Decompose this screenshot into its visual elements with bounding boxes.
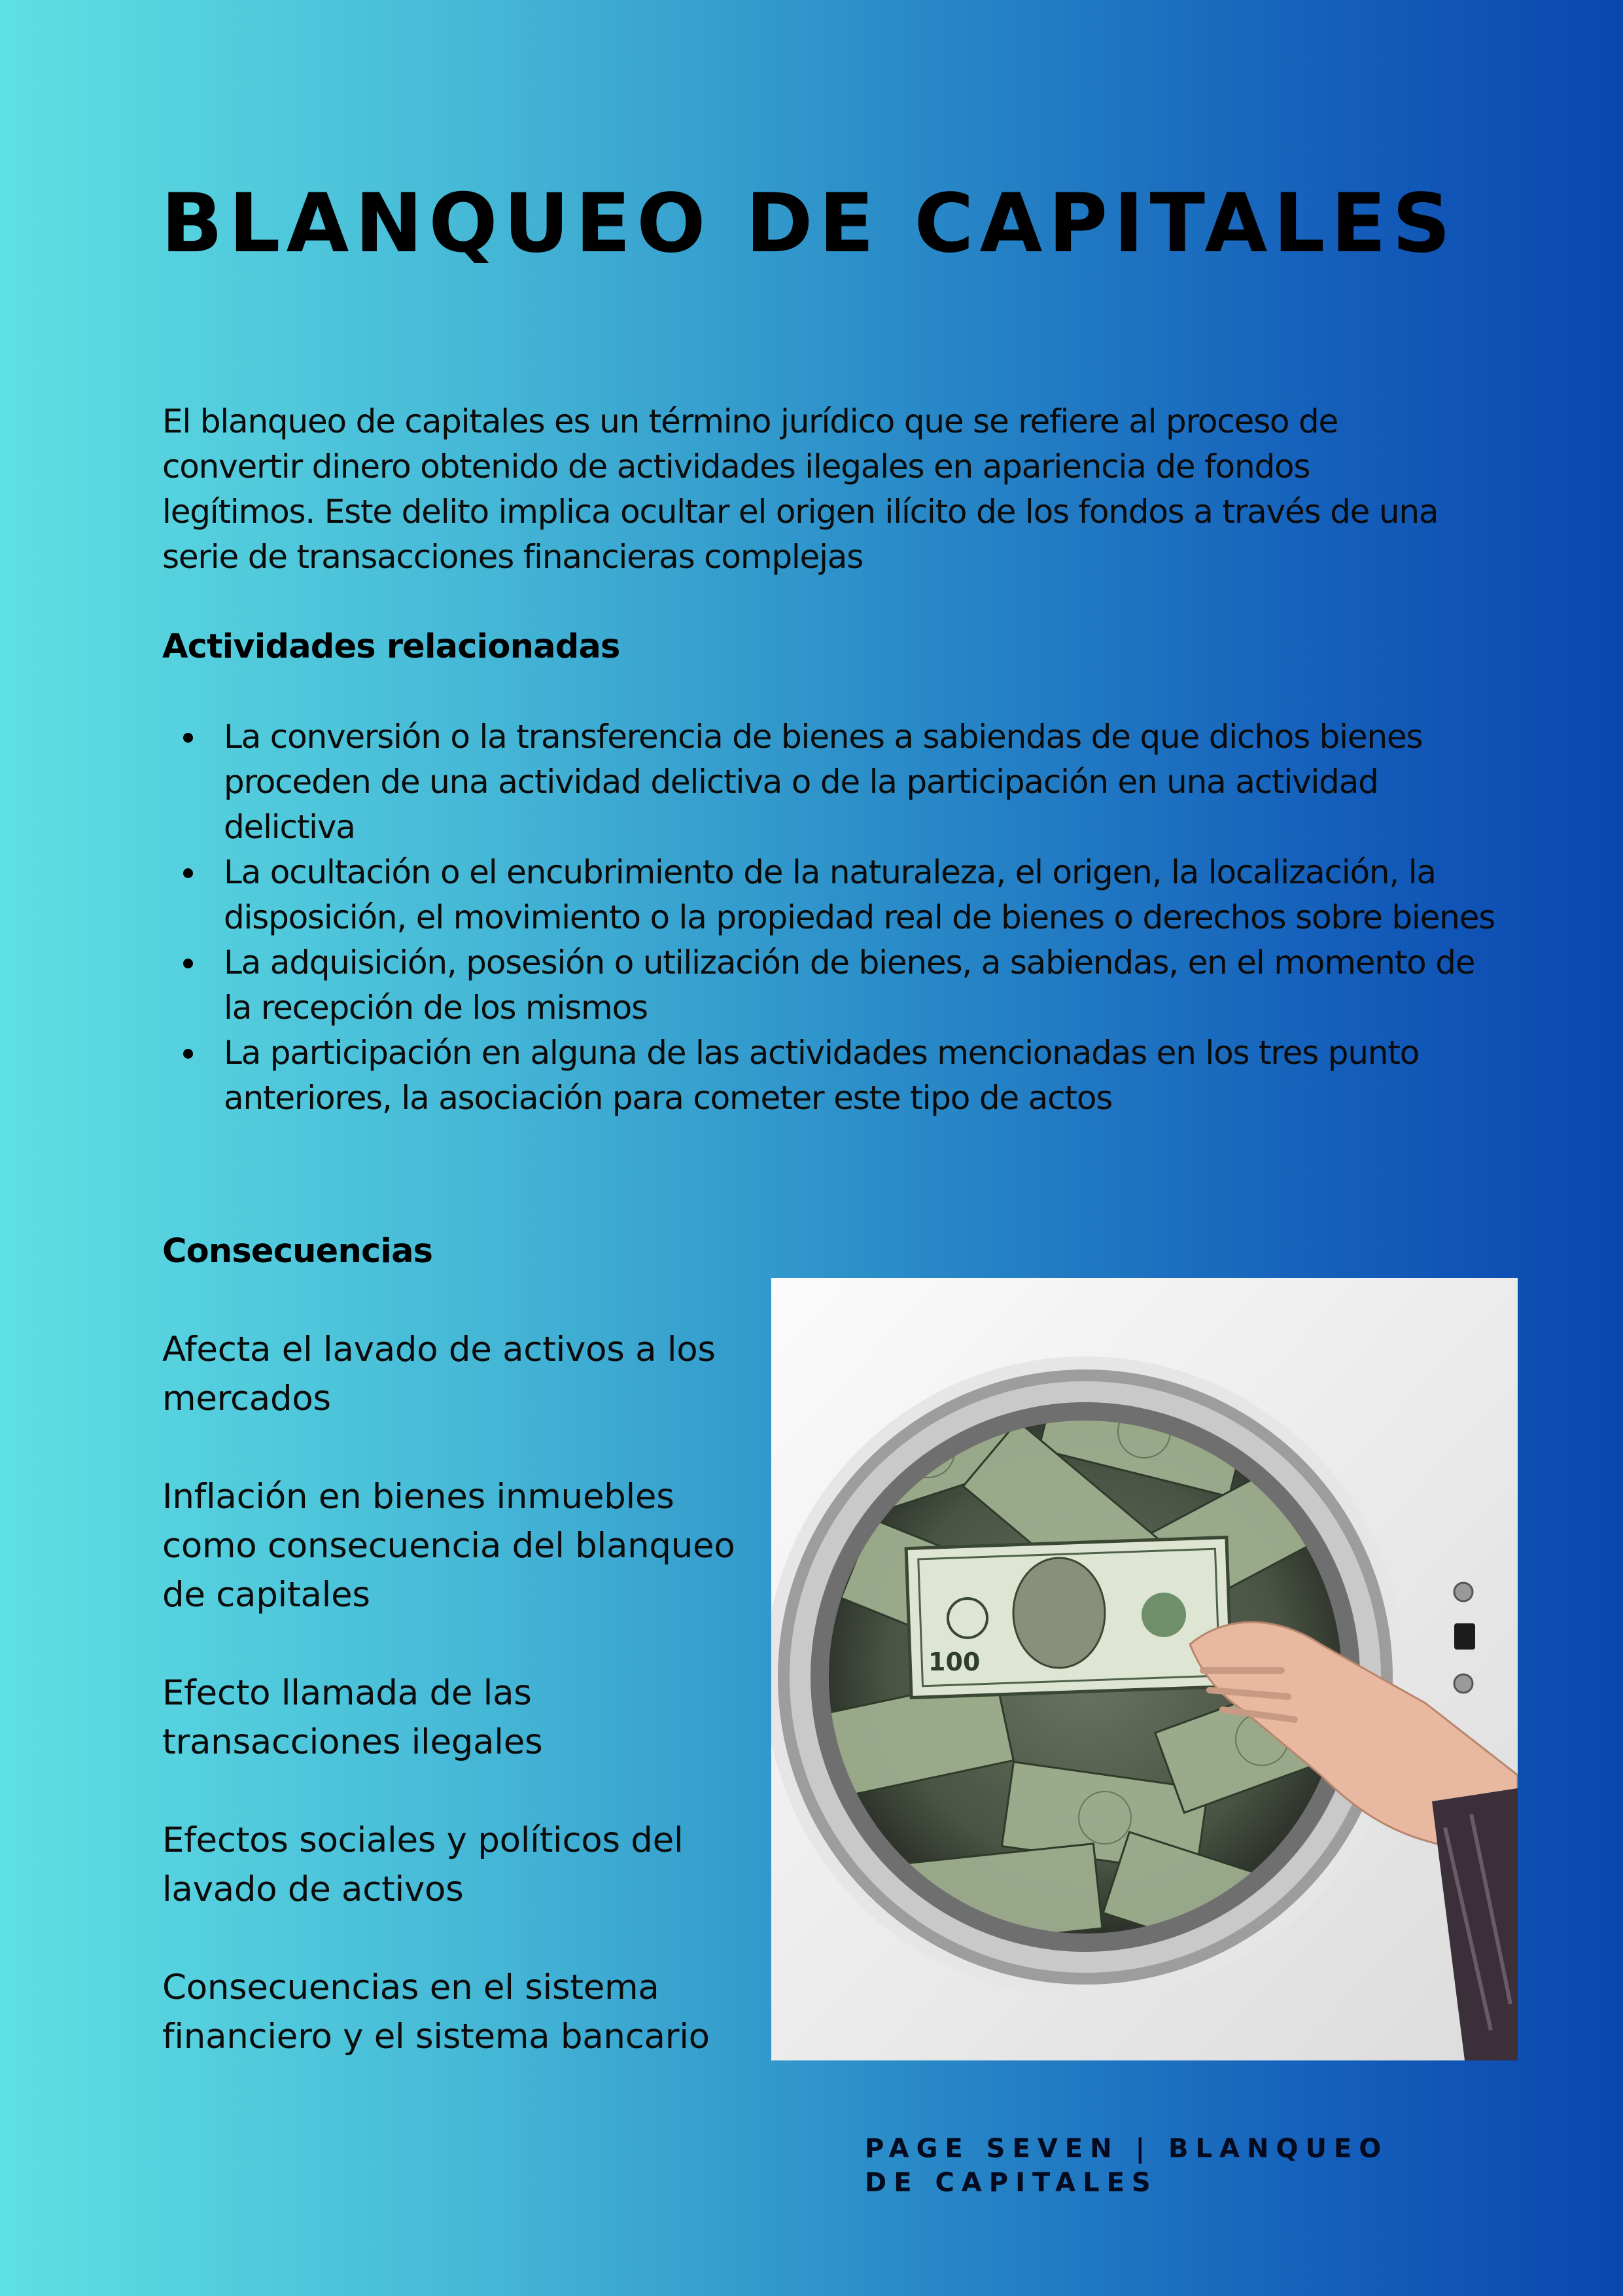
washing-machine-money-photo bbox=[771, 1278, 1518, 2060]
list-item bbox=[162, 850, 1497, 940]
consequence-item: Efecto llamada de las transacciones ilegales bbox=[162, 1673, 543, 1762]
activities-list bbox=[162, 715, 1497, 1121]
consequence-item: Inflación en bienes inmuebles como consecuencia del blanqueo de capitales bbox=[162, 1477, 735, 1615]
activities-heading: Actividades relacionadas bbox=[162, 627, 620, 666]
bullet-icon bbox=[183, 868, 193, 878]
consequence-item: Efectos sociales y políticos del lavado de activos bbox=[162, 1820, 684, 1909]
held-banknote-icon bbox=[906, 1538, 1232, 1698]
list-item bbox=[162, 715, 1497, 850]
list-item-text: La participación en alguna de las actividades mencionadas en los tres punto anteriores, la asociación para cometer este tipo de actos bbox=[224, 1034, 1420, 1117]
list-item-text: La ocultación o el encubrimiento de la naturaleza, el origen, la localización, la disposición, el movimiento o la propiedad real de bienes o derechos sobre bienes bbox=[224, 853, 1495, 936]
list-item-text: La adquisición, posesión o utilización de bienes, a sabiendas, en el momento de la recepción de los mismos bbox=[224, 944, 1475, 1027]
page-title: BLANQUEO DE CAPITALES bbox=[161, 177, 1457, 271]
bullet-icon bbox=[183, 1049, 193, 1059]
consequences-list bbox=[162, 1325, 751, 2110]
washing-machine-icon bbox=[771, 1278, 1518, 2060]
consequence-item: Afecta el lavado de activos a los mercados bbox=[162, 1330, 716, 1419]
intro-paragraph: El blanqueo de capitales es un término jurídico que se refiere al proceso de convertir dinero obtenido de actividades ilegales en apariencia de fondos legítimos. Este delito implica ocultar el origen ilícito de los fondos a través de una serie de transacciones financieras complejas bbox=[162, 402, 1439, 576]
bullet-icon bbox=[183, 959, 193, 968]
list-item bbox=[162, 940, 1497, 1031]
consequence-item: Consecuencias en el sistema financiero y el sistema bancario bbox=[162, 1968, 710, 2057]
list-item bbox=[162, 1031, 1497, 1121]
page-footer: PAGE SEVEN | BLANQUEO DE CAPITALES bbox=[865, 2134, 1389, 2198]
banknote-value-text: 100 bbox=[928, 1648, 981, 1676]
bullet-icon bbox=[183, 733, 193, 743]
list-item-text: La conversión o la transferencia de bienes a sabiendas de que dichos bienes proceden de una actividad delictiva o de la participación en una actividad delictiva bbox=[224, 718, 1423, 846]
consequences-heading: Consecuencias bbox=[162, 1232, 433, 1271]
